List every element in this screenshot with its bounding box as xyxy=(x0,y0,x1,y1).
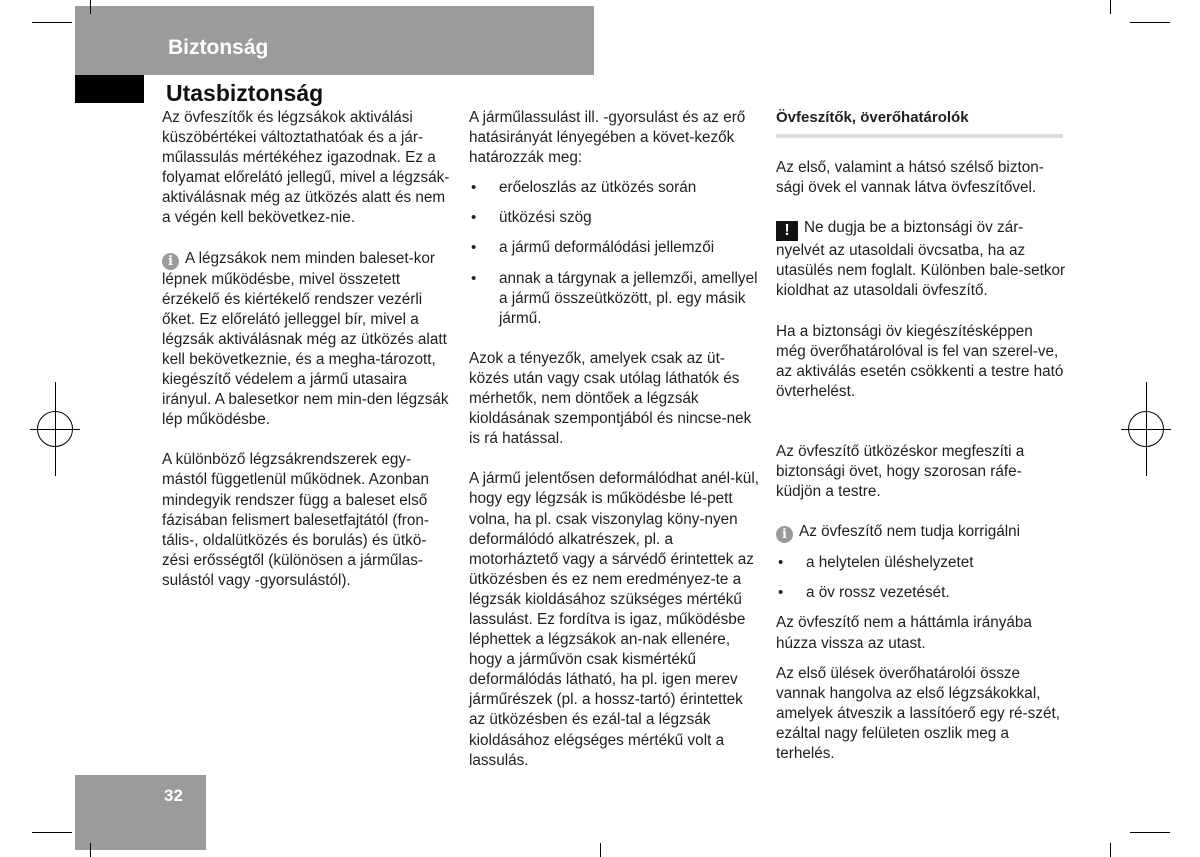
header-bar xyxy=(75,6,594,75)
page-number: 32 xyxy=(164,786,183,805)
list-item: • erőeloszlás az ütközés során xyxy=(469,178,759,198)
paragraph: A járműlassulást ill. -gyorsulást és az erő hatásirányát lényegében a követ-kezők határozzák meg: xyxy=(469,109,746,167)
crop-mark xyxy=(90,0,91,14)
crop-mark xyxy=(32,22,72,23)
info-icon: i xyxy=(776,526,793,543)
bullet-list xyxy=(469,178,759,329)
paragraph: A különböző légzsákrendszerek egy-mástól függetlenül működnek. Azonban mindegyik rendszer függ a baleset első fázisában felismert balesetfajtától (fron-tális-, oldalütközés és borulás) és ütkö-zési erősségtől (különösen a járműlas-sulástól vagy -gyorsulástól). xyxy=(162,451,430,589)
paragraph: Az első ülések överőhatárolói össze vannak hangolva az első légzsákokkal, amelyek átveszik a lassítóerő egy ré-szét, ezáltal nagy felületen oszlik meg a terhelés. xyxy=(776,664,1060,762)
registration-mark-hline xyxy=(1121,429,1171,430)
list-item: • annak a tárgynak a jellemzői, amellyel a jármű összeütközött, pl. egy másik jármű. xyxy=(469,269,759,329)
info-note xyxy=(162,249,452,431)
crop-mark xyxy=(90,843,91,857)
column-middle xyxy=(469,108,759,771)
paragraph: Ha a biztonsági öv kiegészítésképpen még överőhatárolóval is fel van szerel-ve, az aktiválás esetén csökkenti a testre ható övterhelést. xyxy=(776,322,1064,400)
bullet-list xyxy=(776,553,1066,603)
subheading-rule xyxy=(776,134,1063,138)
warning-note xyxy=(776,218,1066,301)
paragraph: Az övfeszítő nem a háttámla irányába húzza vissza az utast. xyxy=(776,614,1032,652)
column-right xyxy=(776,108,1066,764)
paragraph: Azok a tényezők, amelyek csak az üt-közés után vagy csak utólag láthatók és mérhetők, nem döntőek a légzsák kioldásának szempontjából és nincse-nek is rá hatással. xyxy=(469,349,752,448)
info-note-text: Az övfeszítő nem tudja korrigálni xyxy=(799,523,1021,541)
section-tab-marker xyxy=(75,75,144,103)
list-item: • a öv rossz vezetését. xyxy=(776,583,1066,603)
info-icon: i xyxy=(162,253,179,270)
page-number-box xyxy=(75,775,206,850)
warning-note-text: Ne dugja be a biztonsági öv zár-nyelvét az utasoldali övcsatba, ha az utasülés nem foglalt. Különben bale-setkor kioldhat az utasoldali övfeszítő. xyxy=(776,219,1066,300)
crop-mark xyxy=(1130,22,1170,23)
warning-icon: ! xyxy=(776,221,798,241)
section-title: Biztonság xyxy=(168,36,269,59)
paragraph: Az övfeszítők és légzsákok aktiválási küszöbértékei változtathatóak és a jár-műlassulás mértékéhez igazodnak. Ez a folyamat előrelátó jellegű, mivel a légzsák-aktiválásnak még az ütközés alatt és nem a végén kell bekövetkez-nie. xyxy=(162,109,450,227)
crop-mark xyxy=(1110,0,1111,14)
paragraph: A jármű jelentősen deformálódhat anél-kül, hogy egy légzsák is működésbe lé-pett volna, ha pl. csak viszonylag köny-nyen deformálódó alkatrészek, pl. a motorháztető vagy a sárvédő érintettek az ütközésben és ez nem eredményez-te a légzsák kioldásához szükséges mértékű lassulást. Ez fordítva is igaz, működésbe léphettek a légzsákok an-nak ellenére, hogy a járművön csak kismértékű deformálódás látható, ha pl. igen merev járműrészek (pl. a hossz-tartó) érintettek az ütközésben és ezál-tal a légzsák kioldásához elégséges mértékű volt a lassulás. xyxy=(469,470,759,769)
crop-mark xyxy=(32,832,72,833)
subheading: Övfeszítők, överőhatárolók xyxy=(776,109,969,126)
paragraph: Az övfeszítő ütközéskor megfeszíti a biztonsági övet, hogy szorosan ráfe-küdjön a testre. xyxy=(776,442,1025,501)
page-heading: Utasbiztonság xyxy=(166,80,324,106)
list-item: • a jármű deformálódási jellemzői xyxy=(469,238,759,258)
info-note xyxy=(776,522,1066,543)
info-note-text: A légzsákok nem minden baleset-kor lépnek működésbe, mivel összetett érzékelő és kiértékelő rendszer vezérli őket. Ez előrelátó jelleggel bír, mivel a légzsák aktiválásnak még az ütközés alatt kell bekövetkeznie, és a megha-tározott, kiegészítő védelem a jármű utasaira irányul. A balesetkor nem min-den légzsák lép működésbe. xyxy=(162,249,449,429)
list-item: • ütközési szög xyxy=(469,208,759,228)
crop-mark xyxy=(600,843,601,857)
list-item: • a helytelen üléshelyzetet xyxy=(776,553,1066,573)
registration-mark-hline xyxy=(30,429,80,430)
crop-mark xyxy=(1110,843,1111,857)
crop-mark xyxy=(1130,832,1170,833)
column-left xyxy=(162,108,452,591)
paragraph: Az első, valamint a hátsó szélső bizton-sági övek el vannak látva övfeszítővel. xyxy=(776,159,1044,197)
